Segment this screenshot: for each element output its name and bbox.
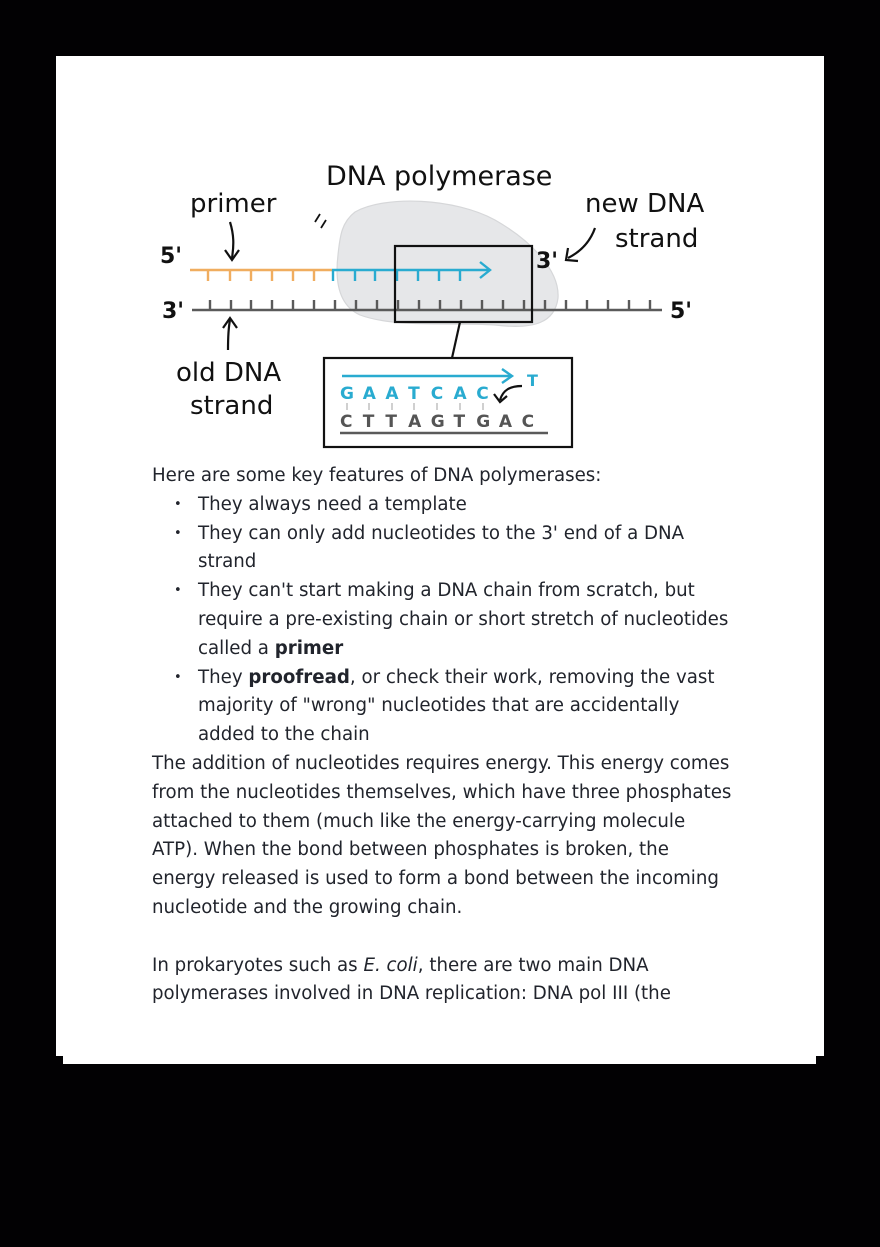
dna-polymerase-label: DNA polymerase	[326, 161, 553, 192]
new-strand-base: A	[362, 384, 376, 404]
prokaryote-paragraph	[152, 952, 732, 1010]
page-edge	[63, 1056, 816, 1064]
prokaryote-text: In prokaryotes such as	[152, 954, 364, 976]
new-strand-base: C	[476, 384, 489, 404]
inset-new-strand-bases	[340, 384, 489, 404]
enzyme-tick-mark-1	[315, 214, 320, 222]
old-strand-arrow	[228, 320, 230, 350]
primer-strand	[190, 270, 332, 281]
feature-text: They can only add nucleotides to the 3' end of a DNA strand	[198, 522, 685, 573]
inset-template-bases	[340, 412, 534, 432]
new-strand-arrowhead	[566, 248, 578, 261]
template-base: A	[408, 412, 422, 432]
energy-paragraph: The addition of nucleotides requires energy. This energy comes from the nucleotides themselves, which have three phosphates attached to them (much like the energy-carrying molecule ATP). When the bond between phosphates is broken, the energy released is used to form a bond between the incoming nucleotide and the growing chain.	[152, 752, 732, 918]
feature-text: They	[198, 666, 249, 688]
feature-text: They always need a template	[198, 493, 467, 515]
new-strand-base: A	[453, 384, 467, 404]
feature-item	[198, 520, 732, 578]
feature-text: They can't start making a DNA chain from scratch, but require a pre-existing chain or short stretch of nucleotides called a	[198, 580, 729, 659]
new-strand-base: A	[385, 384, 399, 404]
article-body	[152, 462, 732, 1009]
feature-item	[198, 664, 732, 750]
new-strand-base: G	[340, 384, 354, 404]
features-intro: Here are some key features of DNA polymerases:	[152, 465, 602, 486]
template-base: T	[453, 412, 466, 432]
new-dna-strand-label-line2: strand	[615, 224, 699, 254]
prokaryote-text-tail: , there are two main DNA polymerases involved in DNA replication: DNA pol III (the	[152, 954, 671, 1005]
new-strand-base: T	[408, 384, 420, 404]
template-base: T	[385, 412, 398, 432]
primer-arrow	[230, 222, 233, 258]
feature-item	[198, 577, 732, 663]
primer-label: primer	[190, 189, 277, 219]
new-dna-strand-label-line1: new DNA	[585, 189, 705, 219]
incoming-base-label: T	[527, 371, 538, 390]
e-coli-term: E. coli	[363, 954, 418, 976]
new-strand-arrow	[568, 228, 595, 258]
top-right-3-prime-label: 3'	[536, 249, 559, 274]
template-base: C	[521, 412, 535, 432]
template-base: C	[340, 412, 353, 432]
template-base: G	[476, 412, 491, 432]
features-list	[152, 491, 732, 750]
feature-item	[198, 491, 732, 520]
template-base: T	[362, 412, 375, 432]
new-strand-base: C	[430, 384, 444, 404]
template-base: A	[498, 412, 513, 432]
zoom-connector-line	[452, 322, 460, 358]
enzyme-tick-mark-2	[321, 220, 326, 228]
dna-polymerase-diagram	[150, 150, 730, 450]
template-base: G	[430, 412, 445, 432]
top-left-5-prime-label: 5'	[160, 244, 183, 269]
primer-term: primer	[274, 637, 344, 659]
feature-text-tail: , or check their work, removing the vast majority of "wrong" nucleotides that are accidentally added to the chain	[198, 666, 715, 746]
paragraph-spacer	[152, 923, 732, 952]
old-dna-strand-label-line2: strand	[190, 391, 274, 421]
old-dna-strand-label-line1: old DNA	[176, 358, 282, 388]
bottom-left-3-prime-label: 3'	[162, 299, 185, 324]
proofread-term: proofread	[248, 666, 350, 688]
bottom-right-5-prime-label: 5'	[670, 299, 693, 324]
